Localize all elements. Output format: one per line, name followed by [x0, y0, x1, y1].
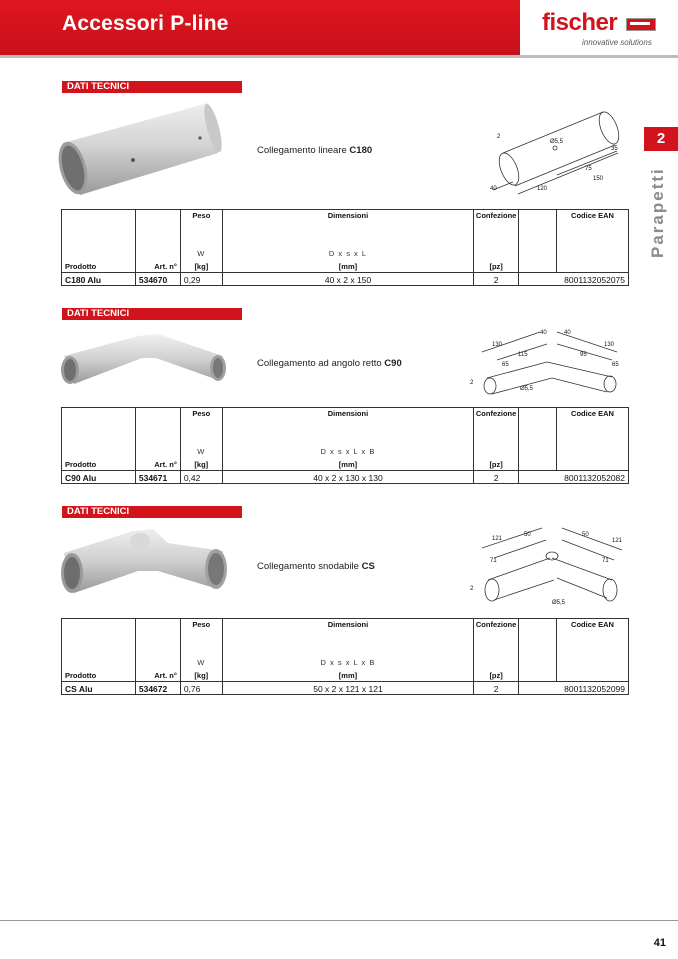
cs-spec-table [61, 618, 629, 695]
conf-cell: 2 [474, 471, 519, 484]
c90-dim-40a: 40 [540, 330, 547, 336]
table-row [62, 273, 629, 286]
table-header: Prodotto Art. n° Peso W [kg] Dimensioni D x s x L x B [mm] Confezione [pz] Codice EAN [62, 408, 629, 471]
peso-cell: 0,42 [180, 471, 222, 484]
cs-dim-2: 2 [470, 586, 474, 592]
product-cell: CS Alu [62, 682, 136, 695]
c180-dim-75: 75 [585, 166, 592, 172]
chapter-tab[interactable]: 2 [644, 127, 678, 151]
dim-cell: 40 x 2 x 150 [222, 273, 473, 286]
art-cell: 534672 [135, 682, 180, 695]
ean-cell: 8001132052075 [519, 273, 629, 286]
conf-cell: 2 [474, 273, 519, 286]
c180-dim-hole: Ø5,5 [550, 139, 564, 145]
header-bar [0, 0, 520, 55]
ean-cell: 8001132052099 [519, 682, 629, 695]
c180-dim-150: 150 [593, 176, 604, 182]
fischer-logo-icon [626, 18, 656, 31]
c90-dim-95: 95 [580, 352, 587, 358]
c90-description: Collegamento ad angolo retto C90 [257, 358, 402, 369]
brand-logo-text: fischer [542, 9, 618, 36]
cs-technical-drawing [462, 518, 634, 610]
c90-photo [58, 328, 228, 388]
c180-dim-120: 120 [537, 186, 548, 192]
c180-code: C180 [349, 145, 373, 156]
table-row [62, 471, 629, 484]
brand-tagline: innovative solutions [582, 38, 652, 47]
c180-dim-2: 2 [497, 134, 501, 140]
cs-dim-71b: 71 [602, 558, 609, 564]
cs-dim-50b: 50 [582, 532, 589, 538]
footer-divider [0, 920, 678, 921]
cs-description: Collegamento snodabile CS [257, 561, 375, 572]
product-cell: C180 Alu [62, 273, 136, 286]
chapter-label: Parapetti [648, 167, 667, 258]
cs-dim-hole: Ø5,5 [552, 600, 566, 606]
dim-cell: 40 x 2 x 130 x 130 [222, 471, 473, 484]
cs-dim-121b: 121 [612, 538, 623, 544]
c90-technical-drawing [462, 322, 632, 402]
dim-cell: 50 x 2 x 121 x 121 [222, 682, 473, 695]
cs-code: CS [361, 561, 375, 572]
c90-spec-table [61, 407, 629, 484]
c180-description: Collegamento lineare C180 [257, 145, 373, 156]
c90-dim-115: 115 [518, 352, 528, 358]
c180-technical-drawing [485, 98, 635, 198]
table-row [62, 682, 629, 695]
page-title: Accessori P-line [62, 12, 229, 35]
c180-dim-40: 40 [490, 186, 497, 192]
c90-dim-65b: 65 [612, 362, 619, 368]
cs-dim-50a: 50 [524, 532, 531, 538]
cs-photo [58, 523, 228, 595]
table-header: Prodotto Art. n° Peso W [kg] Dimensioni D x s x L x B [mm] Confezione [pz] Codice EAN [62, 619, 629, 682]
c180-photo [58, 98, 223, 203]
peso-cell: 0,76 [180, 682, 222, 695]
cs-dim-121a: 121 [492, 536, 503, 542]
ean-cell: 8001132052082 [519, 471, 629, 484]
page-number: 41 [653, 937, 666, 949]
header-divider [0, 55, 678, 58]
c180-dim-35: 35 [611, 146, 618, 152]
c90-code: C90 [384, 358, 402, 369]
c90-dim-2: 2 [470, 380, 474, 386]
art-cell: 534670 [135, 273, 180, 286]
table-header: Prodotto Art. n° Peso W [kg] Dimensioni D x s x L [mm] Confezione [pz] Codice EAN [62, 210, 629, 273]
peso-cell: 0,29 [180, 273, 222, 286]
cs-dim-71a: 71 [490, 558, 497, 564]
section-bar-c180: DATI TECNICI [62, 81, 242, 93]
c90-dim-40b: 40 [564, 330, 571, 336]
brand-area [520, 0, 678, 55]
c90-dim-65a: 65 [502, 362, 509, 368]
section-bar-cs: DATI TECNICI [62, 506, 242, 518]
c90-dim-130a: 130 [492, 342, 503, 348]
conf-cell: 2 [474, 682, 519, 695]
art-cell: 534671 [135, 471, 180, 484]
section-bar-c90: DATI TECNICI [62, 308, 242, 320]
c90-dim-hole: Ø5,5 [520, 386, 534, 392]
product-cell: C90 Alu [62, 471, 136, 484]
c90-dim-130b: 130 [604, 342, 615, 348]
c180-spec-table [61, 209, 629, 286]
